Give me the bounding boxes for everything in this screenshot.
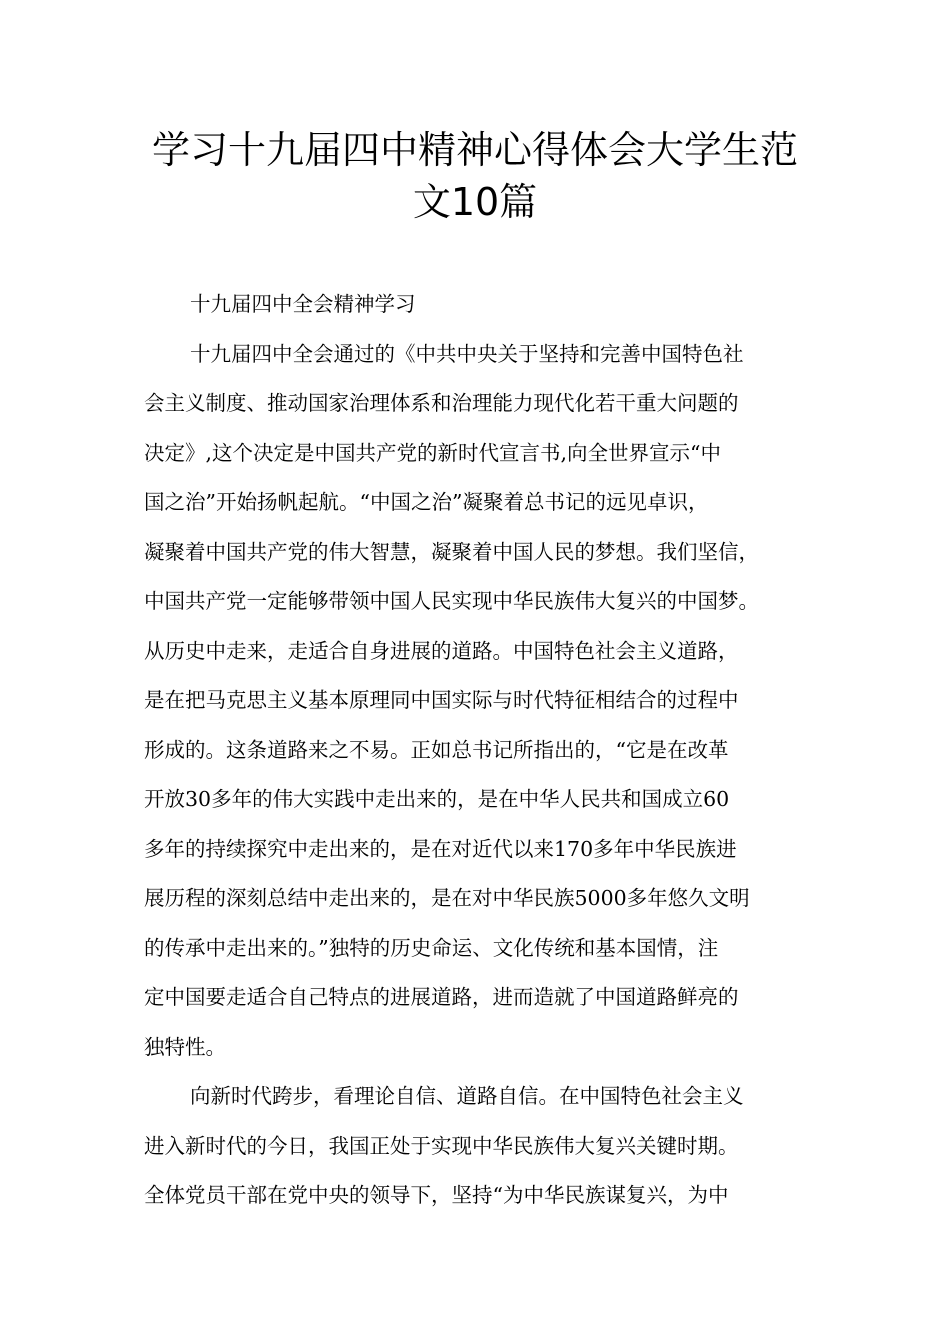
text-line: 的传承中走出来的。”独特的历史命运、文化传统和基本国情，注 [144, 935, 719, 960]
text-line: 独特性。 [144, 1034, 226, 1059]
text-line: 决定》,这个决定是中国共产党的新时代宣言书,向全世界宣示“中 [144, 440, 722, 465]
document-title [100, 124, 850, 228]
text-line: 多年的持续探究中走出来的，是在对近代以来170多年中华民族进 [144, 836, 737, 861]
text-line: 形成的。这条道路来之不易。正如总书记所指出的，“它是在改革 [144, 737, 729, 762]
text-line: 开放30多年的伟大实践中走出来的，是在中华人民共和国成立60 [144, 787, 730, 811]
text-line: 从历史中走来，走适合自身进展的道路。中国特色社会主义道路， [144, 638, 739, 663]
text-line: 中国共产党一定能够带领中国人民实现中华民族伟大复兴的中国梦。 [144, 589, 759, 613]
text-line: 会主义制度、推动国家治理体系和治理能力现代化若干重大问题的 [144, 391, 739, 415]
title-line-1: 学习十九届四中精神心得体会大学生范 [151, 128, 798, 172]
text-line: 定中国要走适合自己特点的进展道路，进而造就了中国道路鲜亮的 [144, 985, 739, 1009]
text-line: 国之治”开始扬帆起航。“中国之治”凝聚着总书记的远见卓识， [144, 490, 709, 514]
text-line: 向新时代跨步，看理论自信、道路自信。在中国特色社会主义 [190, 1084, 744, 1108]
document-body [144, 280, 834, 1221]
text-line: 全体党员干部在党中央的领导下，坚持“为中华民族谋复兴，为中 [144, 1183, 729, 1207]
text-line: 十九届四中全会通过的《中共中央关于坚持和完善中国特色社 [190, 341, 744, 366]
section-heading: 十九届四中全会精神学习 [190, 292, 416, 316]
text-line: 展历程的深刻总结中走出来的，是在对中华民族5000多年悠久文明 [144, 886, 750, 910]
text-line: 进入新时代的今日，我国正处于实现中华民族伟大复兴关键时期。 [144, 1133, 739, 1158]
text-line: 凝聚着中国共产党的伟大智慧，凝聚着中国人民的梦想。我们坚信， [144, 539, 759, 564]
text-line: 是在把马克思主义基本原理同中国实际与时代特征相结合的过程中 [144, 688, 739, 712]
title-line-2: 文10篇 [412, 180, 538, 224]
